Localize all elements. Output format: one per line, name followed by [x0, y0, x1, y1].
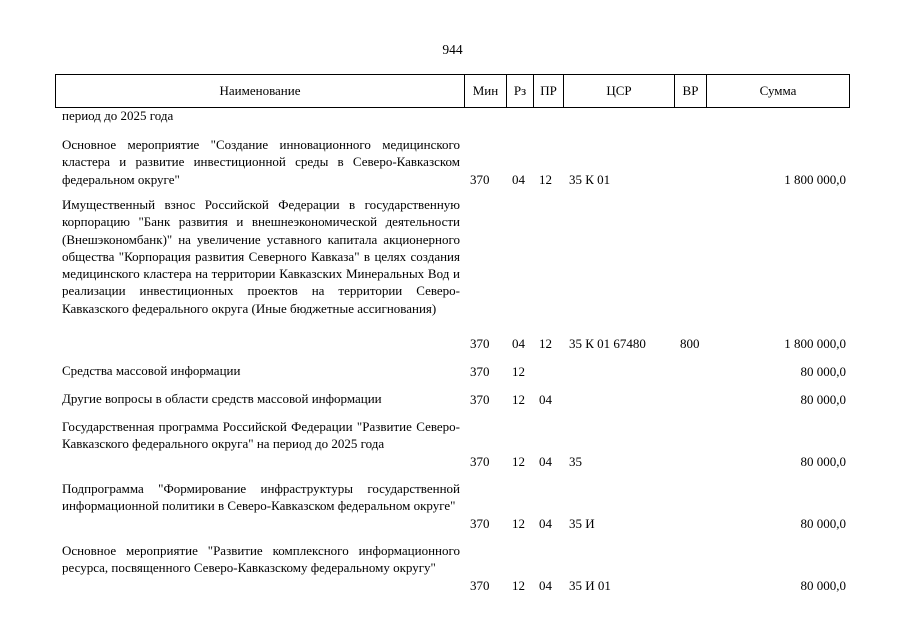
row-name: Подпрограмма "Формирование инфраструктуры государственной информационной политики в Северо-Кавказском федеральном округе" — [62, 481, 460, 514]
row-name: Основное мероприятие "Создание инновационного медицинского кластера и развитие инвестиционной среды в Северо-Кавказском федеральном округе" — [62, 137, 460, 187]
header-vr: ВР — [675, 75, 707, 108]
row-min: 370 — [470, 392, 490, 407]
row-rz: 12 — [512, 392, 525, 407]
row-rz: 04 — [512, 336, 525, 351]
row-name: Средства массовой информации — [62, 363, 241, 378]
row-pr: 12 — [539, 172, 552, 187]
header-min: Мин — [465, 75, 507, 108]
row-csr: 35 К 01 — [569, 172, 611, 187]
row-sum: 80 000,0 — [800, 578, 846, 593]
table-header — [55, 74, 850, 108]
row-min: 370 — [470, 364, 490, 379]
header-sum: Сумма — [707, 75, 850, 108]
row-sum: 80 000,0 — [800, 364, 846, 379]
row-pr: 04 — [539, 454, 552, 469]
table-row — [0, 418, 905, 470]
page-number: 944 — [442, 42, 463, 57]
row-csr: 35 И — [569, 516, 595, 531]
row-rz: 04 — [512, 172, 525, 187]
row-sum: 1 800 000,0 — [784, 336, 846, 351]
row-sum: 80 000,0 — [800, 454, 846, 469]
row-vr: 800 — [680, 336, 700, 351]
row-rz: 12 — [512, 516, 525, 531]
row-sum: 80 000,0 — [800, 392, 846, 407]
row-rz: 12 — [512, 454, 525, 469]
row-sum: 80 000,0 — [800, 516, 846, 531]
header-rz: Рз — [507, 75, 534, 108]
row-rz: 12 — [512, 578, 525, 593]
row-min: 370 — [470, 578, 490, 593]
row-sum: 1 800 000,0 — [784, 172, 846, 187]
table-row — [0, 362, 905, 380]
row-name: Имущественный взнос Российской Федерации в государственную корпорацию "Банк развития и внешнеэкономической деятельности (Внешэкономбанк)" на увеличение уставного капитала акционерного общества "Корпорация развития Северного Кавказа" в целях создания медицинского кластера на территории Кавказских Минеральных Вод и реализации инвестиционных проектов на территории Северо-Кавказского федерального округа (Иные бюджетные ассигнования) — [62, 197, 460, 316]
table-row — [0, 542, 905, 594]
row-min: 370 — [470, 516, 490, 531]
row-pr: 12 — [539, 336, 552, 351]
row-min: 370 — [470, 172, 490, 187]
row-min: 370 — [470, 454, 490, 469]
row-pr: 04 — [539, 578, 552, 593]
row-rz: 12 — [512, 364, 525, 379]
row-pr: 04 — [539, 392, 552, 407]
row-pr: 04 — [539, 516, 552, 531]
continuation-text: период до 2025 года — [62, 108, 174, 123]
header-csr: ЦСР — [564, 75, 675, 108]
row-min: 370 — [470, 336, 490, 351]
header-name: Наименование — [56, 75, 465, 108]
header-pr: ПР — [534, 75, 564, 108]
table-row — [0, 196, 905, 352]
row-csr: 35 И 01 — [569, 578, 611, 593]
table-row — [0, 136, 905, 188]
table-row — [0, 390, 905, 408]
row-csr: 35 — [569, 454, 582, 469]
row-name: Основное мероприятие "Развитие комплексного информационного ресурса, посвященного Северо-Кавказскому федеральному округу" — [62, 543, 460, 576]
row-name: Другие вопросы в области средств массовой информации — [62, 391, 382, 406]
row-name: Государственная программа Российской Федерации "Развитие Северо-Кавказского федерального округа" на период до 2025 года — [62, 419, 460, 452]
row-csr: 35 К 01 67480 — [569, 336, 646, 351]
table-row — [0, 480, 905, 532]
